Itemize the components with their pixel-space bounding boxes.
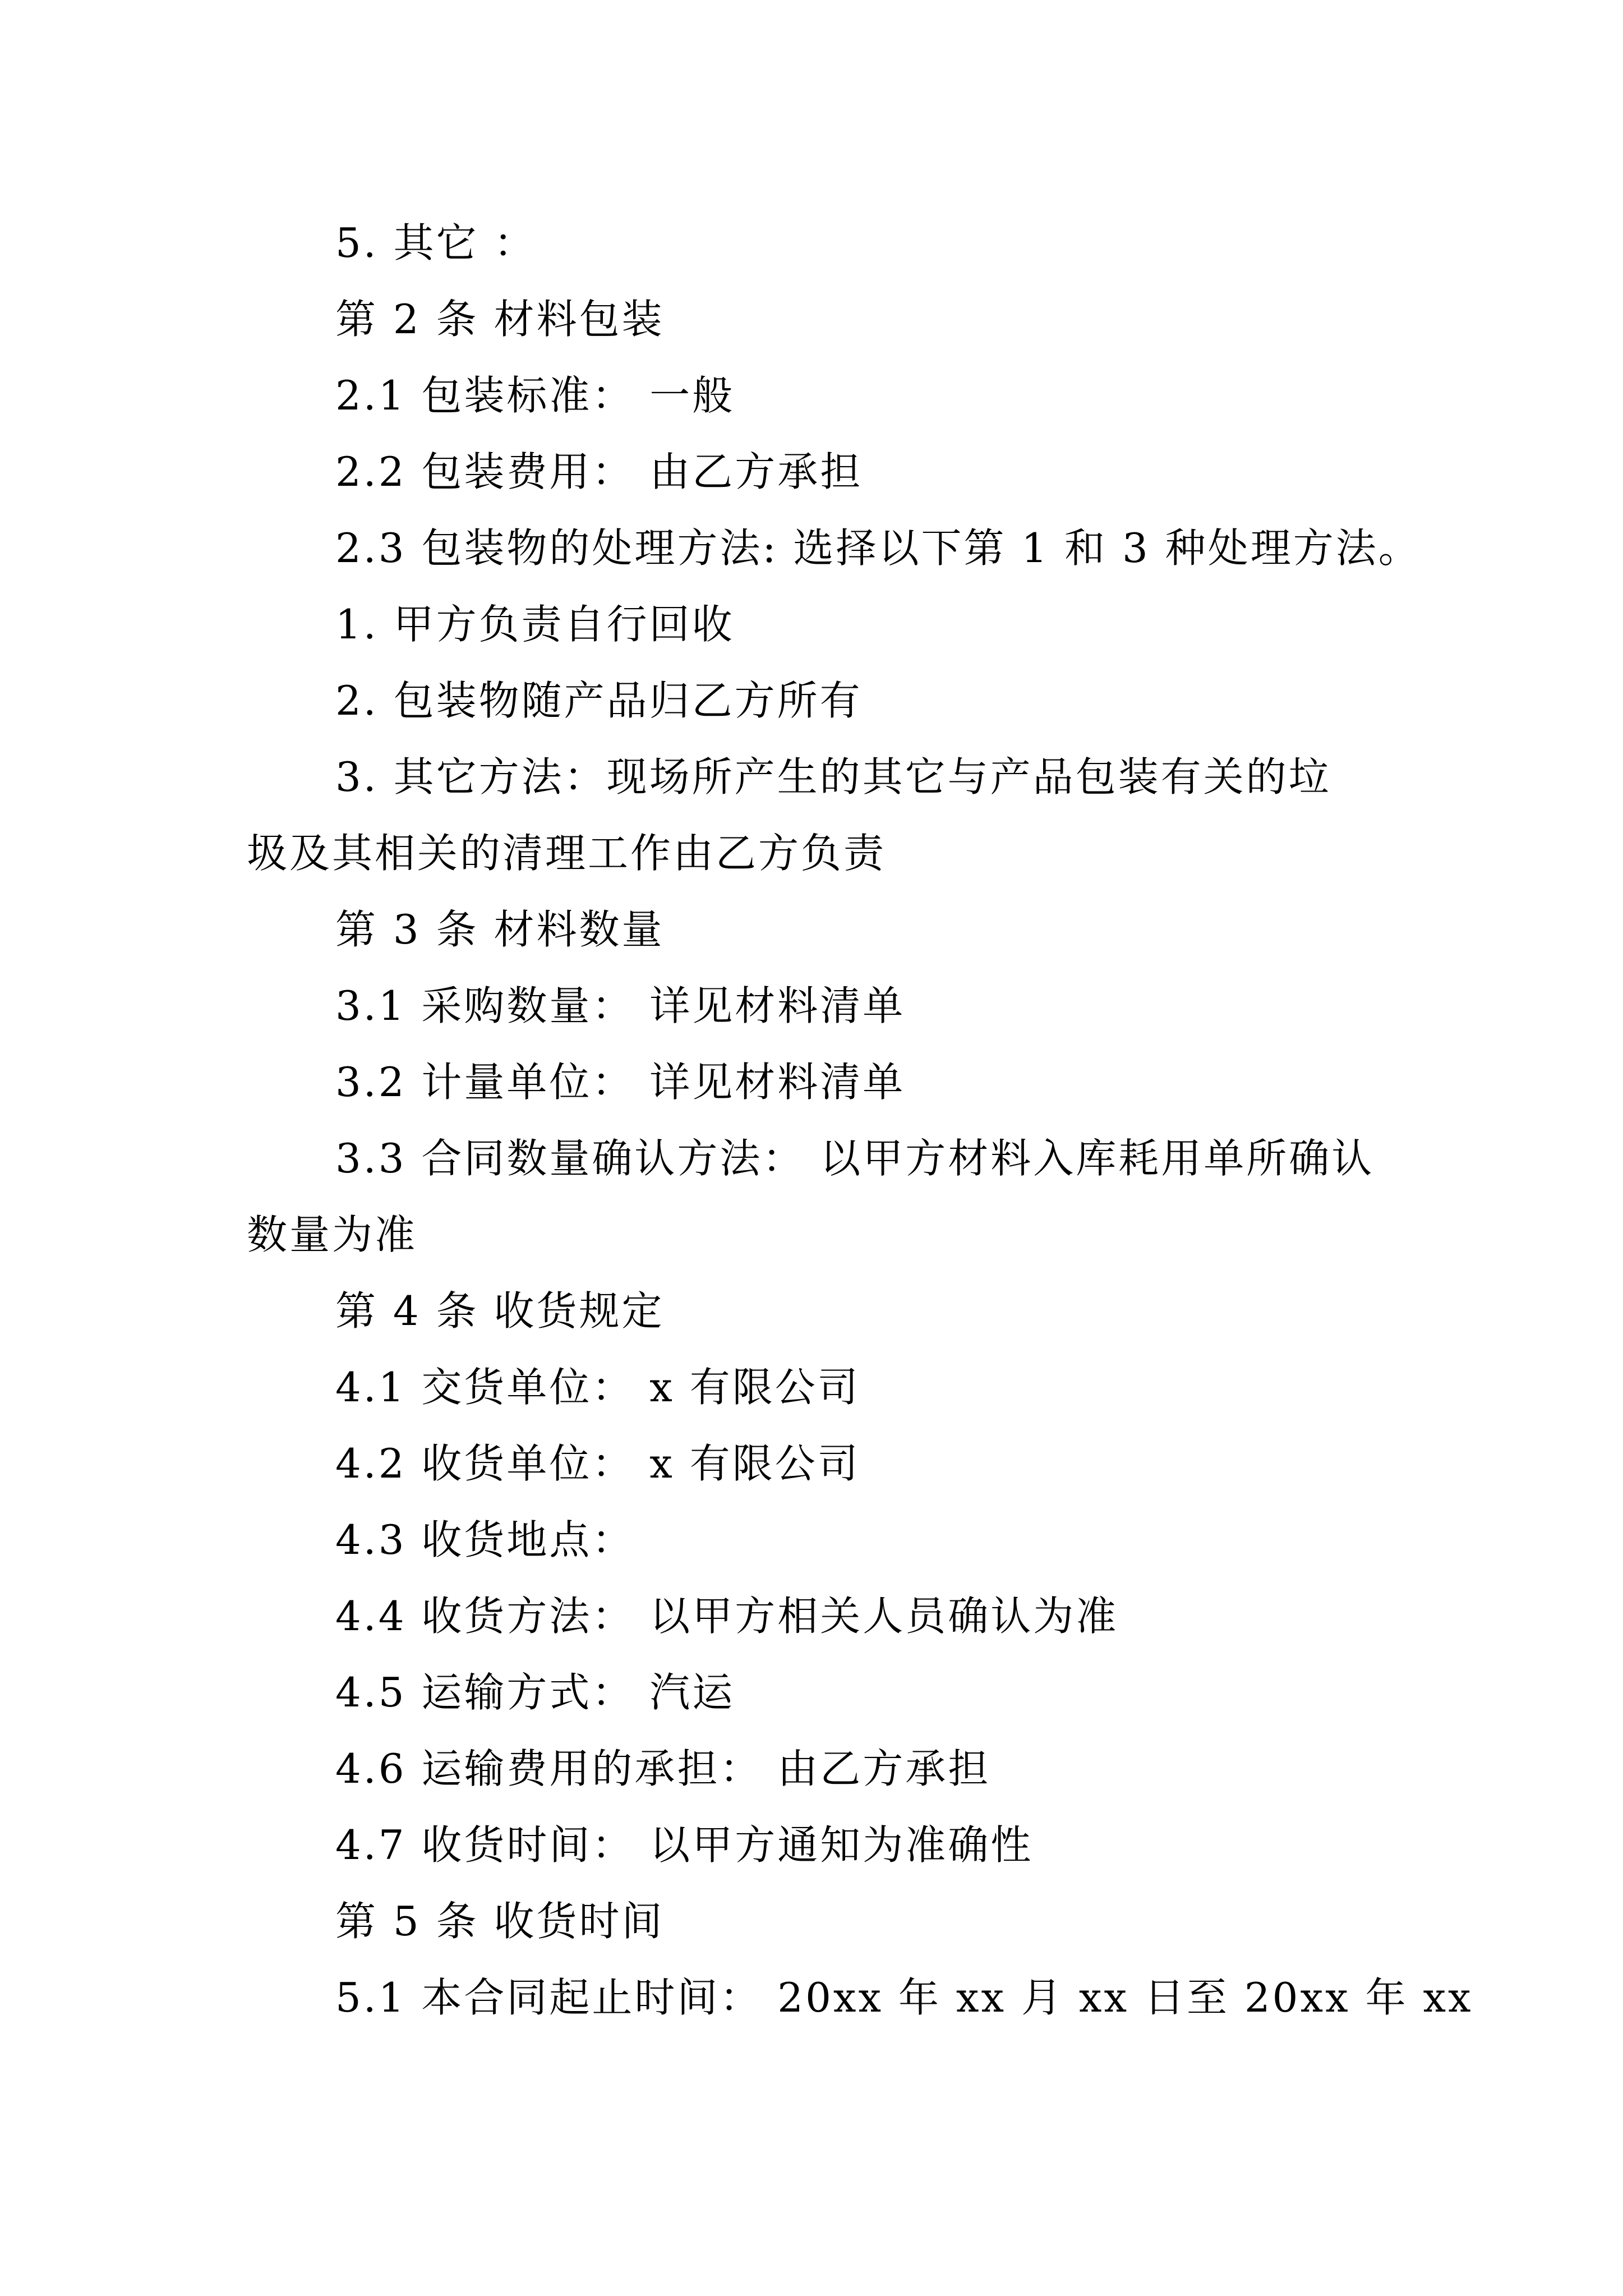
article-2-heading: 第 2 条 材料包装: [335, 296, 665, 343]
clause-4-6: 4.6 运输费用的承担： 由乙方承担: [335, 1745, 991, 1792]
clause-3-3: 3.3 合同数量确认方法： 以甲方材料入库耗用单所确认: [335, 1135, 1375, 1182]
clause-4-4: 4.4 收货方法： 以甲方相关人员确认为准: [335, 1593, 1119, 1640]
clause-2-3: 2.3 包装物的处理方法: 选择以下第 1 和 3 种处理方法。: [335, 524, 1421, 572]
clause-2-2: 2.2 包装费用： 由乙方承担: [335, 448, 863, 495]
clause-3-2: 3.2 计量单位： 详见材料清单: [335, 1059, 906, 1106]
clause-4-3: 4.3 收货地点：: [335, 1516, 635, 1563]
document-body: [247, 205, 1473, 2036]
clause-3-3-continued: 数量为准: [247, 1211, 418, 1258]
option-3: 3. 其它方法：现场所产生的其它与产品包装有关的垃: [335, 753, 1331, 800]
article-4-heading: 第 4 条 收货规定: [335, 1287, 665, 1335]
clause-4-7: 4.7 收货时间： 以甲方通知为准确性: [335, 1821, 1034, 1869]
clause-4-1: 4.1 交货单位： x 有限公司: [335, 1364, 860, 1411]
clause-2-1: 2.1 包装标准： 一般: [335, 372, 735, 419]
option-2: 2. 包装物随产品归乙方所有: [335, 677, 863, 724]
option-1: 1. 甲方负责自行回收: [335, 601, 735, 648]
clause-5-1: 5.1 本合同起止时间： 20xx 年 xx 月 xx 日至 20xx 年 xx: [335, 1974, 1473, 2021]
article-5-heading: 第 5 条 收货时间: [335, 1898, 665, 1945]
clause-5-other: 5. 其它 ：: [335, 219, 537, 266]
clause-4-2: 4.2 收货单位： x 有限公司: [335, 1440, 860, 1487]
clause-4-5: 4.5 运输方式： 汽运: [335, 1669, 735, 1716]
clause-3-1: 3.1 采购数量： 详见材料清单: [335, 982, 906, 1029]
option-3-continued: 圾及其相关的清理工作由乙方负责: [247, 830, 887, 877]
article-3-heading: 第 3 条 材料数量: [335, 906, 665, 953]
